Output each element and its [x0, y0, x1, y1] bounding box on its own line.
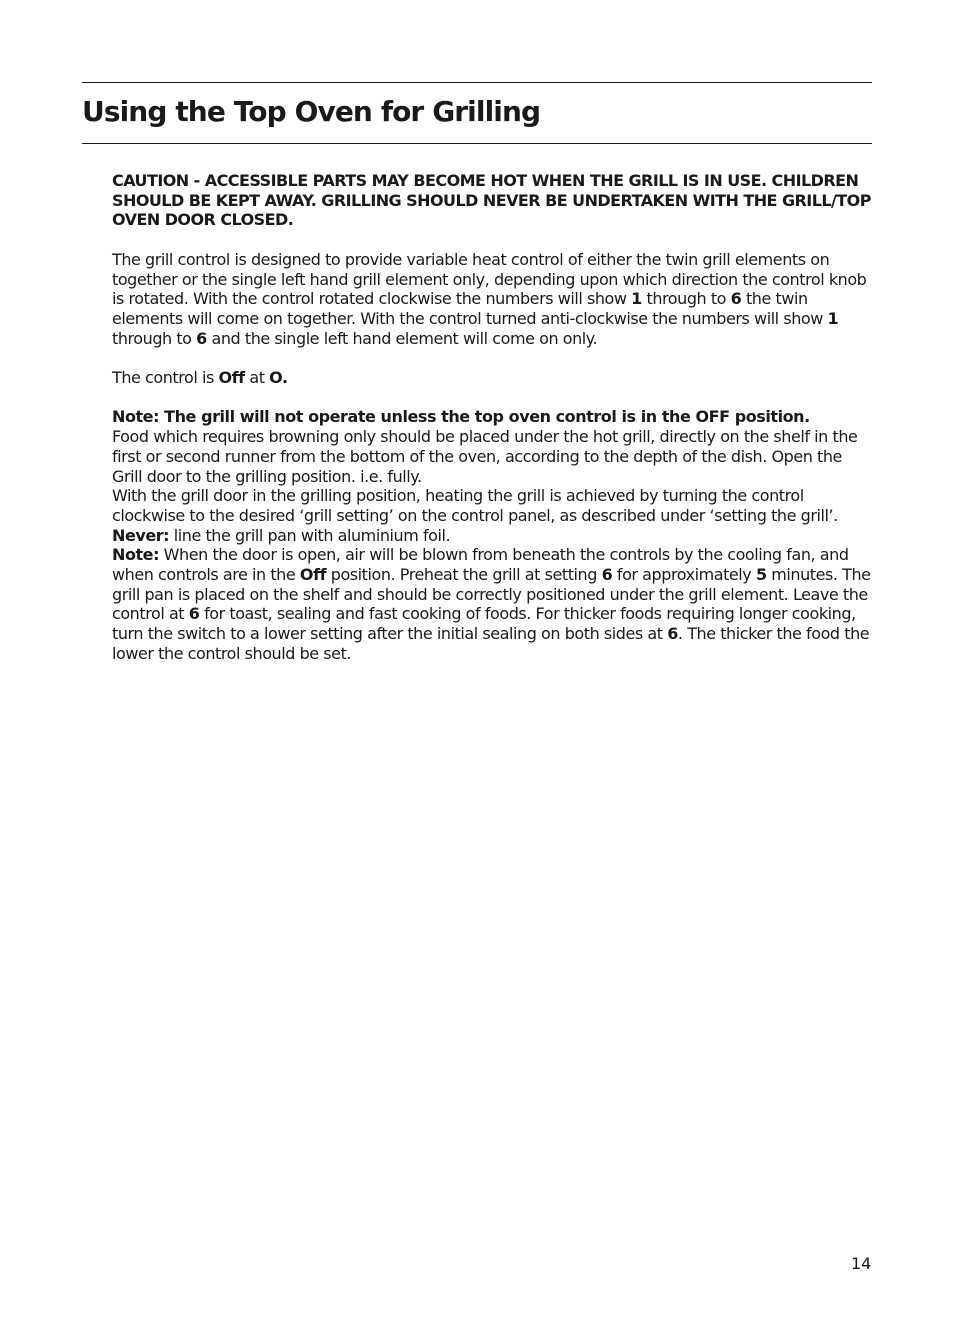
- text-run: the twin elements will come on together. With the control turned anti-clockwise the numbers will show: [112, 289, 828, 328]
- grill-door-paragraph: With the grill door in the grilling position, heating the grill is achieved by turning the control clockwise to the desired ‘grill setting’ on the control panel, as described under ‘setting the grill’.: [112, 486, 838, 525]
- text-run: position. Preheat the grill at setting: [326, 565, 602, 585]
- text-run: . The thicker the food the lower the control should be set.: [112, 624, 870, 663]
- text-run: at: [244, 368, 270, 387]
- page-title: Using the Top Oven for Grilling: [82, 95, 541, 128]
- note-text: Note: The grill will not operate unless the top oven control is in the OFF position.: [112, 407, 810, 427]
- control-off-paragraph: [112, 368, 874, 388]
- note-paragraph: [112, 407, 874, 427]
- grill-control-paragraph: [112, 250, 874, 349]
- page-number: 14: [851, 1254, 872, 1273]
- text-run: The grill control is designed to provide variable heat control of either the twin grill elements on together or the single left hand grill element only, depending upon which direction the control knob is rotated. With the control rotated clockwise the numbers will show: [112, 249, 867, 309]
- never-label: Never:: [112, 525, 170, 545]
- bold-value: Off: [218, 368, 245, 387]
- caution-text: CAUTION - ACCESSIBLE PARTS MAY BECOME HOT WHEN THE GRILL IS IN USE. CHILDREN SHOULD BE KEPT AWAY. GRILLING SHOULD NEVER BE UNDERTAKEN WITH THE GRILL/TOP OVEN DOOR CLOSED.: [112, 171, 871, 230]
- bold-value: 6: [730, 289, 742, 309]
- note-label: Note:: [112, 545, 160, 565]
- bold-value: Off: [299, 565, 327, 585]
- header-bottom-rule: [82, 143, 872, 144]
- bold-value: 1: [827, 308, 839, 328]
- bold-value: 1: [631, 289, 642, 309]
- bold-value: 6: [188, 604, 200, 624]
- bold-value: 6: [667, 624, 678, 644]
- text-run: When the door is open, air will be blown from beneath the controls by the cooling fan, and when controls are in the: [112, 545, 849, 585]
- bold-value: O.: [269, 368, 288, 387]
- text-run: The control is: [112, 368, 219, 387]
- browning-paragraph: Food which requires browning only should be placed under the hot grill, directly on the shelf in the first or second runner from the bottom of the oven, according to the depth of the dish. Open the Grill door to the grilling position. i.e. fully.: [112, 427, 858, 486]
- text-run: and the single left hand element will come on only.: [206, 328, 598, 348]
- text-run: for toast, sealing and fast cooking of foods. For thicker foods requiring longer cooking, turn the switch to a lower setting after the initial sealing on both sides at: [112, 604, 856, 644]
- text-run: through to: [641, 289, 731, 309]
- content-body: [112, 171, 874, 664]
- caution-paragraph: [112, 171, 874, 230]
- bold-value: 5: [755, 565, 767, 585]
- header-top-rule: [82, 82, 872, 83]
- text-run: line the grill pan with aluminium foil.: [169, 525, 451, 545]
- text-run: minutes. The grill pan is placed on the shelf and should be correctly positioned under the grill element. Leave the control at: [112, 565, 871, 624]
- text-run: for approximately: [612, 565, 756, 585]
- never-paragraph: [112, 526, 874, 546]
- preheat-paragraph: [112, 545, 874, 663]
- bold-value: 6: [601, 565, 613, 585]
- bold-value: 6: [196, 328, 207, 348]
- text-run: through to: [112, 328, 197, 348]
